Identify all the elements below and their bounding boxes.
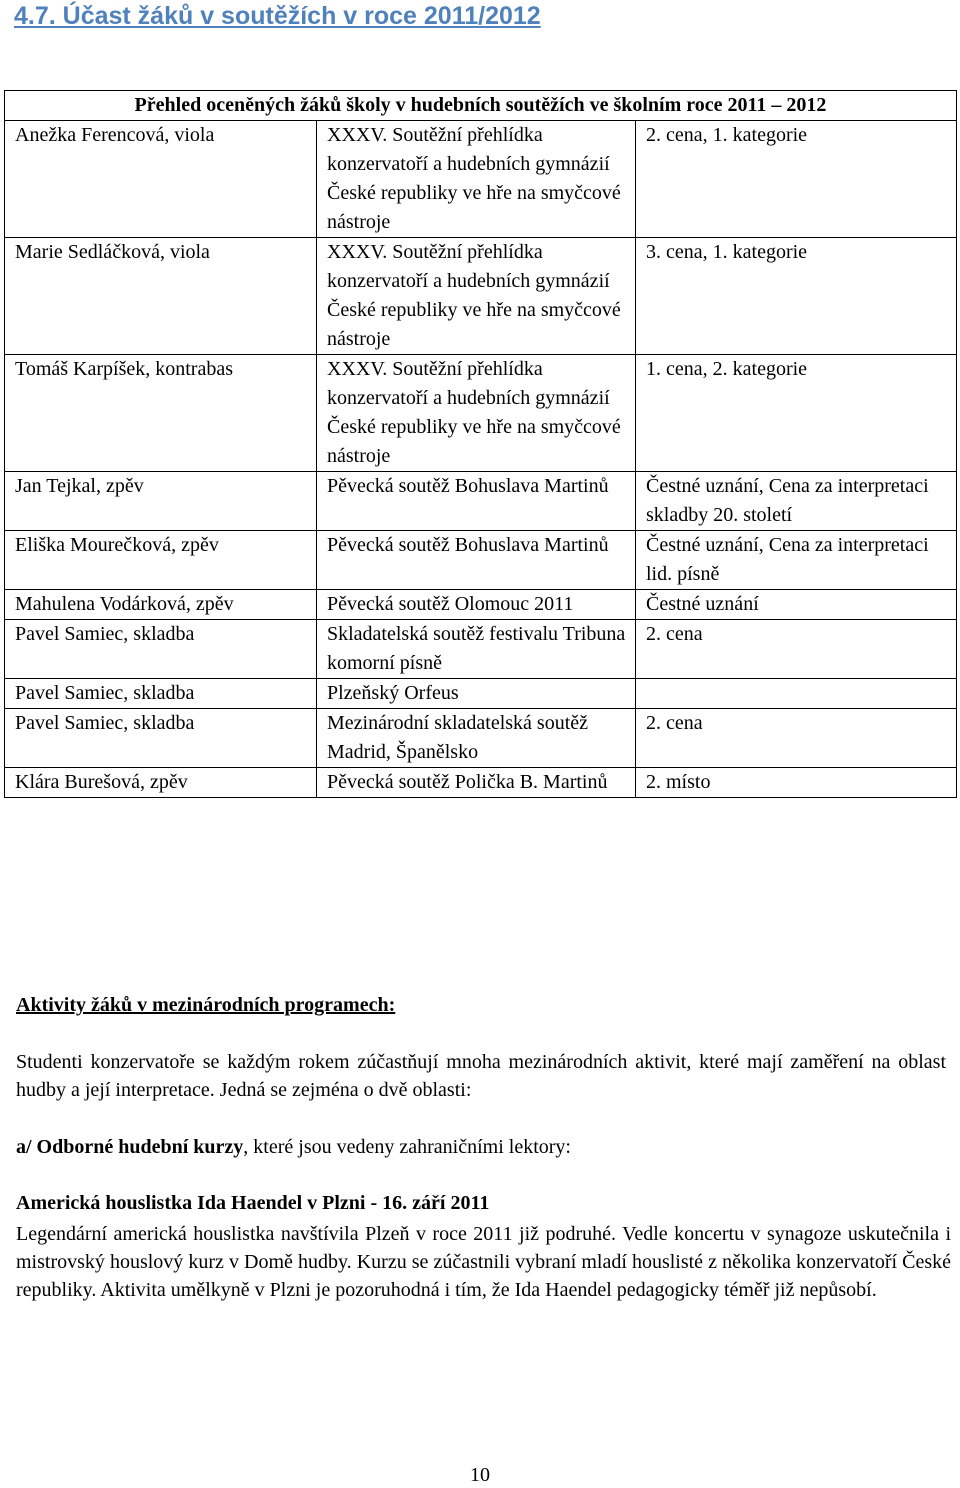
table-row [5,590,957,620]
awards-table [4,90,957,798]
award-cell: 2. cena, 1. kategorie [636,121,957,238]
area-a-rest: , které jsou vedeny zahraničními lektory: [243,1136,571,1158]
award-cell: 2. cena [636,620,957,679]
competition-cell: XXXV. Soutěžní přehlídka konzervatoří a hudebních gymnázií České republiky ve hře na smyčcové nástroje [317,238,636,355]
table-row [5,355,957,472]
student-cell: Pavel Samiec, skladba [5,679,317,709]
table-row [5,238,957,355]
activities-intro: Studenti konzervatoře se každým rokem zúčastňují mnoha mezinárodních aktivit, které mají zaměření na oblast hudby a její interpretace. Jedná se zejména o dvě oblasti: [16,1051,946,1101]
student-cell: Anežka Ferencová, viola [5,121,317,238]
award-cell: 1. cena, 2. kategorie [636,355,957,472]
competition-cell: Pěvecká soutěž Bohuslava Martinů [317,531,636,590]
award-cell: Čestné uznání, Cena za interpretaci skladby 20. století [636,472,957,531]
award-cell: 2. cena [636,709,957,768]
student-cell: Jan Tejkal, zpěv [5,472,317,531]
area-a-line [16,1136,571,1159]
table-row [5,121,957,238]
page-number: 10 [470,1464,490,1486]
competition-cell: Skladatelská soutěž festivalu Tribuna komorní písně [317,620,636,679]
competition-cell: XXXV. Soutěžní přehlídka konzervatoří a hudebních gymnázií České republiky ve hře na smyčcové nástroje [317,355,636,472]
table-row [5,709,957,768]
student-cell: Mahulena Vodárková, zpěv [5,590,317,620]
event-text: Legendární americká houslistka navštívila Plzeň v roce 2011 již podruhé. Vedle koncertu v synagoze uskutečnila i mistrovský houslový kurz v Domě hudby. Kurzu se zúčastnili vybraní mladí houslisté z několika konzervatoří České republiky. Aktivita umělkyně v Plzni je pozoruhodná i tím, že Ida Haendel pedagogicky téměř již nepůsobí. [16,1223,951,1301]
competition-cell: Mezinárodní skladatelská soutěž Madrid, Španělsko [317,709,636,768]
award-cell: Čestné uznání, Cena za interpretaci lid. písně [636,531,957,590]
award-cell: Čestné uznání [636,590,957,620]
table-row [5,679,957,709]
student-cell: Pavel Samiec, skladba [5,709,317,768]
competition-cell: Pěvecká soutěž Polička B. Martinů [317,768,636,798]
table-row [5,620,957,679]
student-cell: Eliška Mourečková, zpěv [5,531,317,590]
area-a-title: a/ Odborné hudební kurzy [16,1136,244,1158]
table-caption-row [5,91,957,121]
table-row [5,472,957,531]
student-cell: Pavel Samiec, skladba [5,620,317,679]
competition-cell: Pěvecká soutěž Bohuslava Martinů [317,472,636,531]
activities-heading: Aktivity žáků v mezinárodních programech: [16,994,396,1016]
event-title: Americká houslistka Ida Haendel v Plzni - 16. září 2011 [16,1192,490,1214]
table-caption: Přehled oceněných žáků školy v hudebních soutěžích ve školním roce 2011 – 2012 [5,91,957,121]
competition-cell: Plzeňský Orfeus [317,679,636,709]
student-cell: Klára Burešová, zpěv [5,768,317,798]
competition-cell: Pěvecká soutěž Olomouc 2011 [317,590,636,620]
table-row [5,768,957,798]
award-cell: 3. cena, 1. kategorie [636,238,957,355]
award-cell: 2. místo [636,768,957,798]
student-cell: Marie Sedláčková, viola [5,238,317,355]
section-heading: 4.7. Účast žáků v soutěžích v roce 2011/2012 [14,2,541,30]
competition-cell: XXXV. Soutěžní přehlídka konzervatoří a hudebních gymnázií České republiky ve hře na smyčcové nástroje [317,121,636,238]
table-row [5,531,957,590]
award-cell [636,679,957,709]
student-cell: Tomáš Karpíšek, kontrabas [5,355,317,472]
table-body [5,121,957,798]
